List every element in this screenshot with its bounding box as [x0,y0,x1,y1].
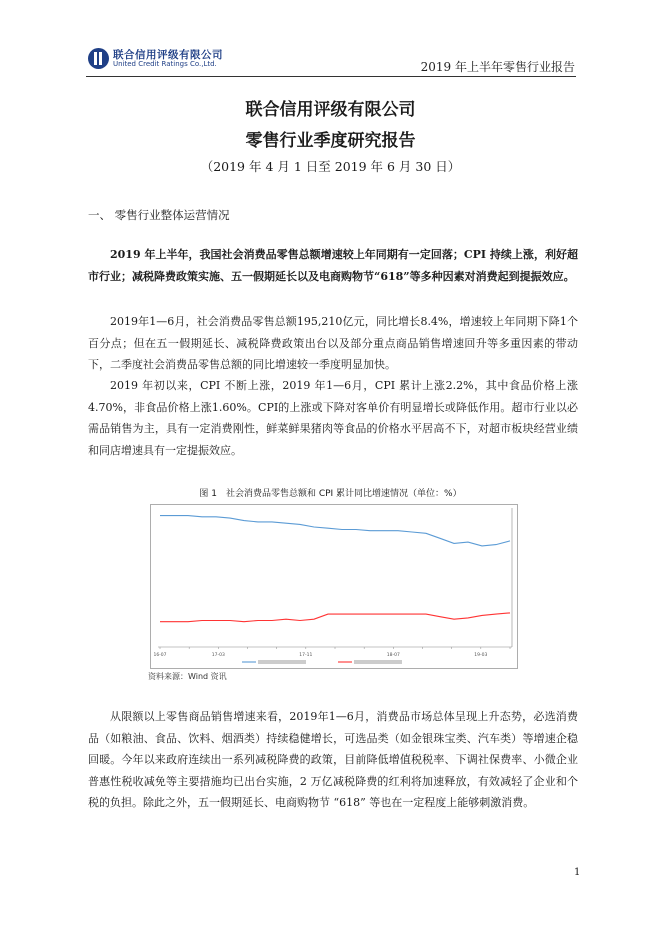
legend-label-blurred [354,660,402,664]
x-tick-label: 17-11 [299,653,313,658]
cpi-paragraph: 2019 年初以来，CPI 不断上涨，2019 年1—6月，CPI 累计上涨2.2%，其中食品价格上涨4.70%，非食品价格上涨1.60%。CPI的上涨或下降对客单价有明显增长或降低作用。超市行业以必需品销售为主，具有一定消费刚性，鲜菜鲜果猪肉等食品的价格水平居高不下，对超市板块经营业绩和同店增速具有一定提振效应。 [88,379,578,457]
report-period: （2019 年 4 月 1 日至 2019 年 6 月 30 日） [200,159,461,174]
header-report-label: 2019 年上半年零售行业报告 [420,60,575,74]
x-tick-label: 19-03 [474,653,488,658]
report-title: 零售行业季度研究报告 [245,131,416,151]
retail-sales-paragraph: 2019年1—6月，社会消费品零售总额195,210亿元，同比增长8.4%，增速较上年同期下降1个百分点；但在五一假期延长、减税降费政策出台以及部分重点商品销售增速回升等多重因素的带动下，二季度社会消费品零售总额的同比增速较一季度明显加快。 [88,315,578,371]
logo-chinese-name: 联合信用评级有限公司 [113,49,223,61]
x-tick-label: 16-07 [153,653,167,658]
page-number: 1 [574,867,581,878]
logo-mark-icon [88,48,109,69]
header-divider [86,76,576,77]
logo-english-name: United Credit Ratings Co.,Ltd. [113,60,217,68]
company-logo [88,47,234,71]
figure-source: 资料来源：Wind 资讯 [148,672,227,681]
figure-caption: 图 1 社会消费品零售总额和 CPI 累计同比增速情况（单位：%） [199,489,462,499]
legend-label-blurred [258,660,306,664]
section-heading: 一、 零售行业整体运营情况 [88,208,230,222]
company-title: 联合信用评级有限公司 [245,100,416,120]
summary-paragraph: 2019 年上半年，我国社会消费品零售总额增速较上年同期有一定回落；CPI 持续上涨，利好超市行业；减税降费政策实施、五一假期延长以及电商购物节“618”等多种因素对消费起到提振效应。 [88,248,578,283]
policy-paragraph: 从限额以上零售商品销售增速来看，2019年1—6月，消费品市场总体呈现上升态势，必选消费品（如粮油、食品、饮料、烟酒类）持续稳健增长，可选品类（如金银珠宝类、汽车类）等增速企稳回暖。今年以来政府连续出一系列减税降费的政策，目前降低增值税税率、下调社保费率、小微企业普惠性税收减免等主要措施均已出台实施，2 万亿减税降费的红利将加速释放，有效减轻了企业和个税的负担。除此之外，五一假期延长、电商购物节 “618” 等也在一定程度上能够刺激消费。 [88,710,578,809]
line-chart [150,504,518,669]
x-tick-label: 17-03 [211,653,225,658]
x-tick-label: 18-07 [386,653,400,658]
